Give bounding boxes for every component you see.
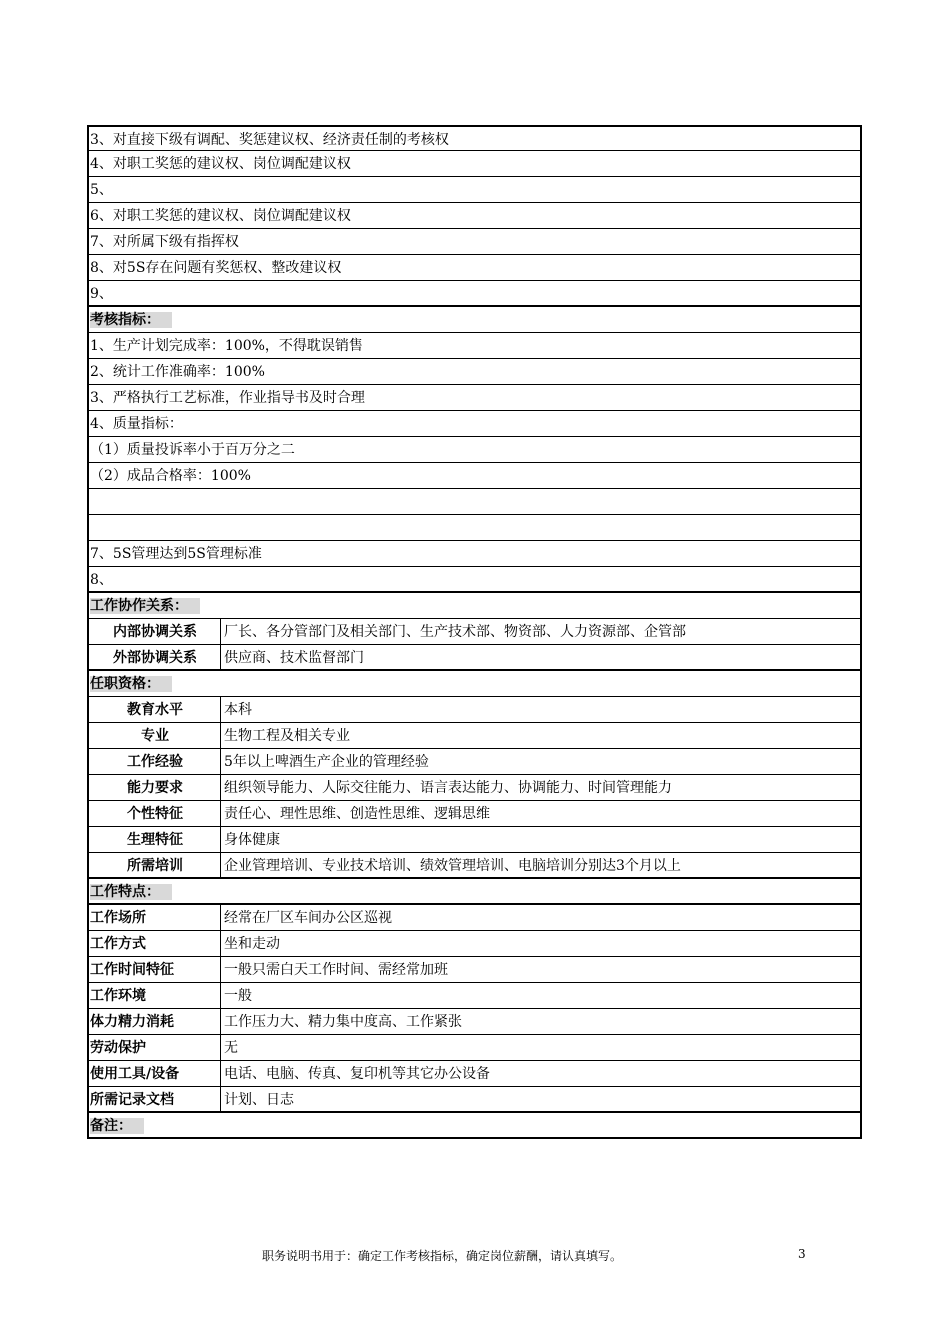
row-value: 本科 [224, 702, 252, 718]
table-row [87, 151, 862, 177]
row-label: 劳动保护 [89, 1035, 221, 1060]
table-row [87, 775, 862, 801]
table-row [87, 827, 862, 853]
table-row [87, 229, 862, 255]
section-header-remarks [87, 1113, 862, 1139]
kpi-item [89, 515, 860, 540]
row-value: 厂长、各分管部门及相关部门、生产技术部、物资部、人力资源部、企管部 [224, 624, 686, 640]
kpi-item: （2）成品合格率：100% [90, 468, 251, 484]
section-header-qualifications [87, 671, 862, 697]
table-row [87, 1087, 862, 1113]
table-row [87, 1009, 862, 1035]
table-row [87, 281, 862, 307]
section-header-cooperation [87, 593, 862, 619]
row-label: 体力精力消耗 [89, 1009, 221, 1034]
table-row [87, 749, 862, 775]
authority-item: 4、对职工奖惩的建议权、岗位调配建议权 [90, 156, 351, 172]
table-row [87, 333, 862, 359]
page-number: 3 [798, 1247, 806, 1261]
table-row [87, 801, 862, 827]
authority-item: 5、 [90, 182, 113, 198]
table-row [87, 931, 862, 957]
table-row [87, 437, 862, 463]
kpi-item: 1、生产计划完成率：100%，不得耽误销售 [90, 338, 363, 354]
table-row [87, 203, 862, 229]
section-header-kpi [87, 307, 862, 333]
row-label: 使用工具/设备 [89, 1061, 221, 1086]
row-value: 组织领导能力、人际交往能力、语言表达能力、协调能力、时间管理能力 [224, 780, 672, 796]
table-row [87, 411, 862, 437]
row-label: 外部协调关系 [89, 645, 221, 669]
table-row [87, 645, 862, 671]
row-value: 经常在厂区车间办公区巡视 [224, 910, 392, 926]
table-row [87, 359, 862, 385]
row-value: 供应商、技术监督部门 [224, 650, 364, 666]
table-row [87, 1061, 862, 1087]
row-label: 专业 [89, 723, 221, 748]
table-row [87, 723, 862, 749]
table-row [87, 125, 862, 151]
kpi-item: 7、5S管理达到5S管理标准 [90, 546, 262, 562]
job-description-table [87, 125, 862, 1139]
kpi-item: 2、统计工作准确率：100% [90, 364, 265, 380]
section-title: 任职资格： [90, 676, 172, 692]
section-title: 工作特点： [90, 884, 172, 900]
authority-item: 3、对直接下级有调配、奖惩建议权、经济责任制的考核权 [90, 132, 449, 148]
row-value: 生物工程及相关专业 [224, 728, 350, 744]
row-value: 责任心、理性思维、创造性思维、逻辑思维 [224, 806, 490, 822]
table-row [87, 385, 862, 411]
row-label: 教育水平 [89, 697, 221, 722]
table-row [87, 905, 862, 931]
row-label: 工作方式 [89, 931, 221, 956]
table-row [87, 619, 862, 645]
table-row [87, 463, 862, 489]
row-value: 坐和走动 [224, 936, 280, 952]
kpi-item: 8、 [90, 572, 113, 588]
table-row [87, 255, 862, 281]
row-label: 生理特征 [89, 827, 221, 852]
row-label: 工作环境 [89, 983, 221, 1008]
row-value: 一般 [224, 988, 252, 1004]
section-title: 备注： [90, 1118, 144, 1134]
authority-item: 8、对5S存在问题有奖惩权、整改建议权 [90, 260, 342, 276]
row-value: 电话、电脑、传真、复印机等其它办公设备 [224, 1066, 490, 1082]
table-row [87, 177, 862, 203]
kpi-item [89, 489, 860, 514]
authority-item: 7、对所属下级有指挥权 [90, 234, 239, 250]
table-row [87, 697, 862, 723]
kpi-item: 4、质量指标： [90, 416, 183, 432]
row-value: 企业管理培训、专业技术培训、绩效管理培训、电脑培训分别达3个月以上 [224, 858, 681, 874]
row-label: 个性特征 [89, 801, 221, 826]
row-label: 所需记录文档 [89, 1087, 221, 1111]
row-label: 工作场所 [89, 905, 221, 930]
table-row [87, 489, 862, 515]
row-value: 一般只需白天工作时间、需经常加班 [224, 962, 448, 978]
authority-item: 9、 [90, 286, 113, 302]
section-title: 考核指标： [90, 312, 172, 328]
row-label: 工作时间特征 [89, 957, 221, 982]
table-row [87, 957, 862, 983]
table-row [87, 1035, 862, 1061]
row-label: 内部协调关系 [89, 619, 221, 644]
table-row [87, 541, 862, 567]
row-label: 能力要求 [89, 775, 221, 800]
footer-note: 职务说明书用于：确定工作考核指标，确定岗位薪酬，请认真填写。 [262, 1249, 623, 1263]
row-value: 计划、日志 [224, 1092, 294, 1108]
authority-item: 6、对职工奖惩的建议权、岗位调配建议权 [90, 208, 351, 224]
row-label: 工作经验 [89, 749, 221, 774]
kpi-item: （1）质量投诉率小于百万分之二 [90, 442, 295, 458]
row-value: 工作压力大、精力集中度高、工作紧张 [224, 1014, 462, 1030]
table-row [87, 853, 862, 879]
table-row [87, 983, 862, 1009]
row-value: 无 [224, 1040, 238, 1056]
section-title: 工作协作关系： [90, 598, 200, 614]
section-header-work-features [87, 879, 862, 905]
row-value: 5年以上啤酒生产企业的管理经验 [224, 754, 429, 770]
row-label: 所需培训 [89, 853, 221, 877]
table-row [87, 567, 862, 593]
table-row [87, 515, 862, 541]
row-value: 身体健康 [224, 832, 280, 848]
kpi-item: 3、严格执行工艺标准，作业指导书及时合理 [90, 390, 365, 406]
